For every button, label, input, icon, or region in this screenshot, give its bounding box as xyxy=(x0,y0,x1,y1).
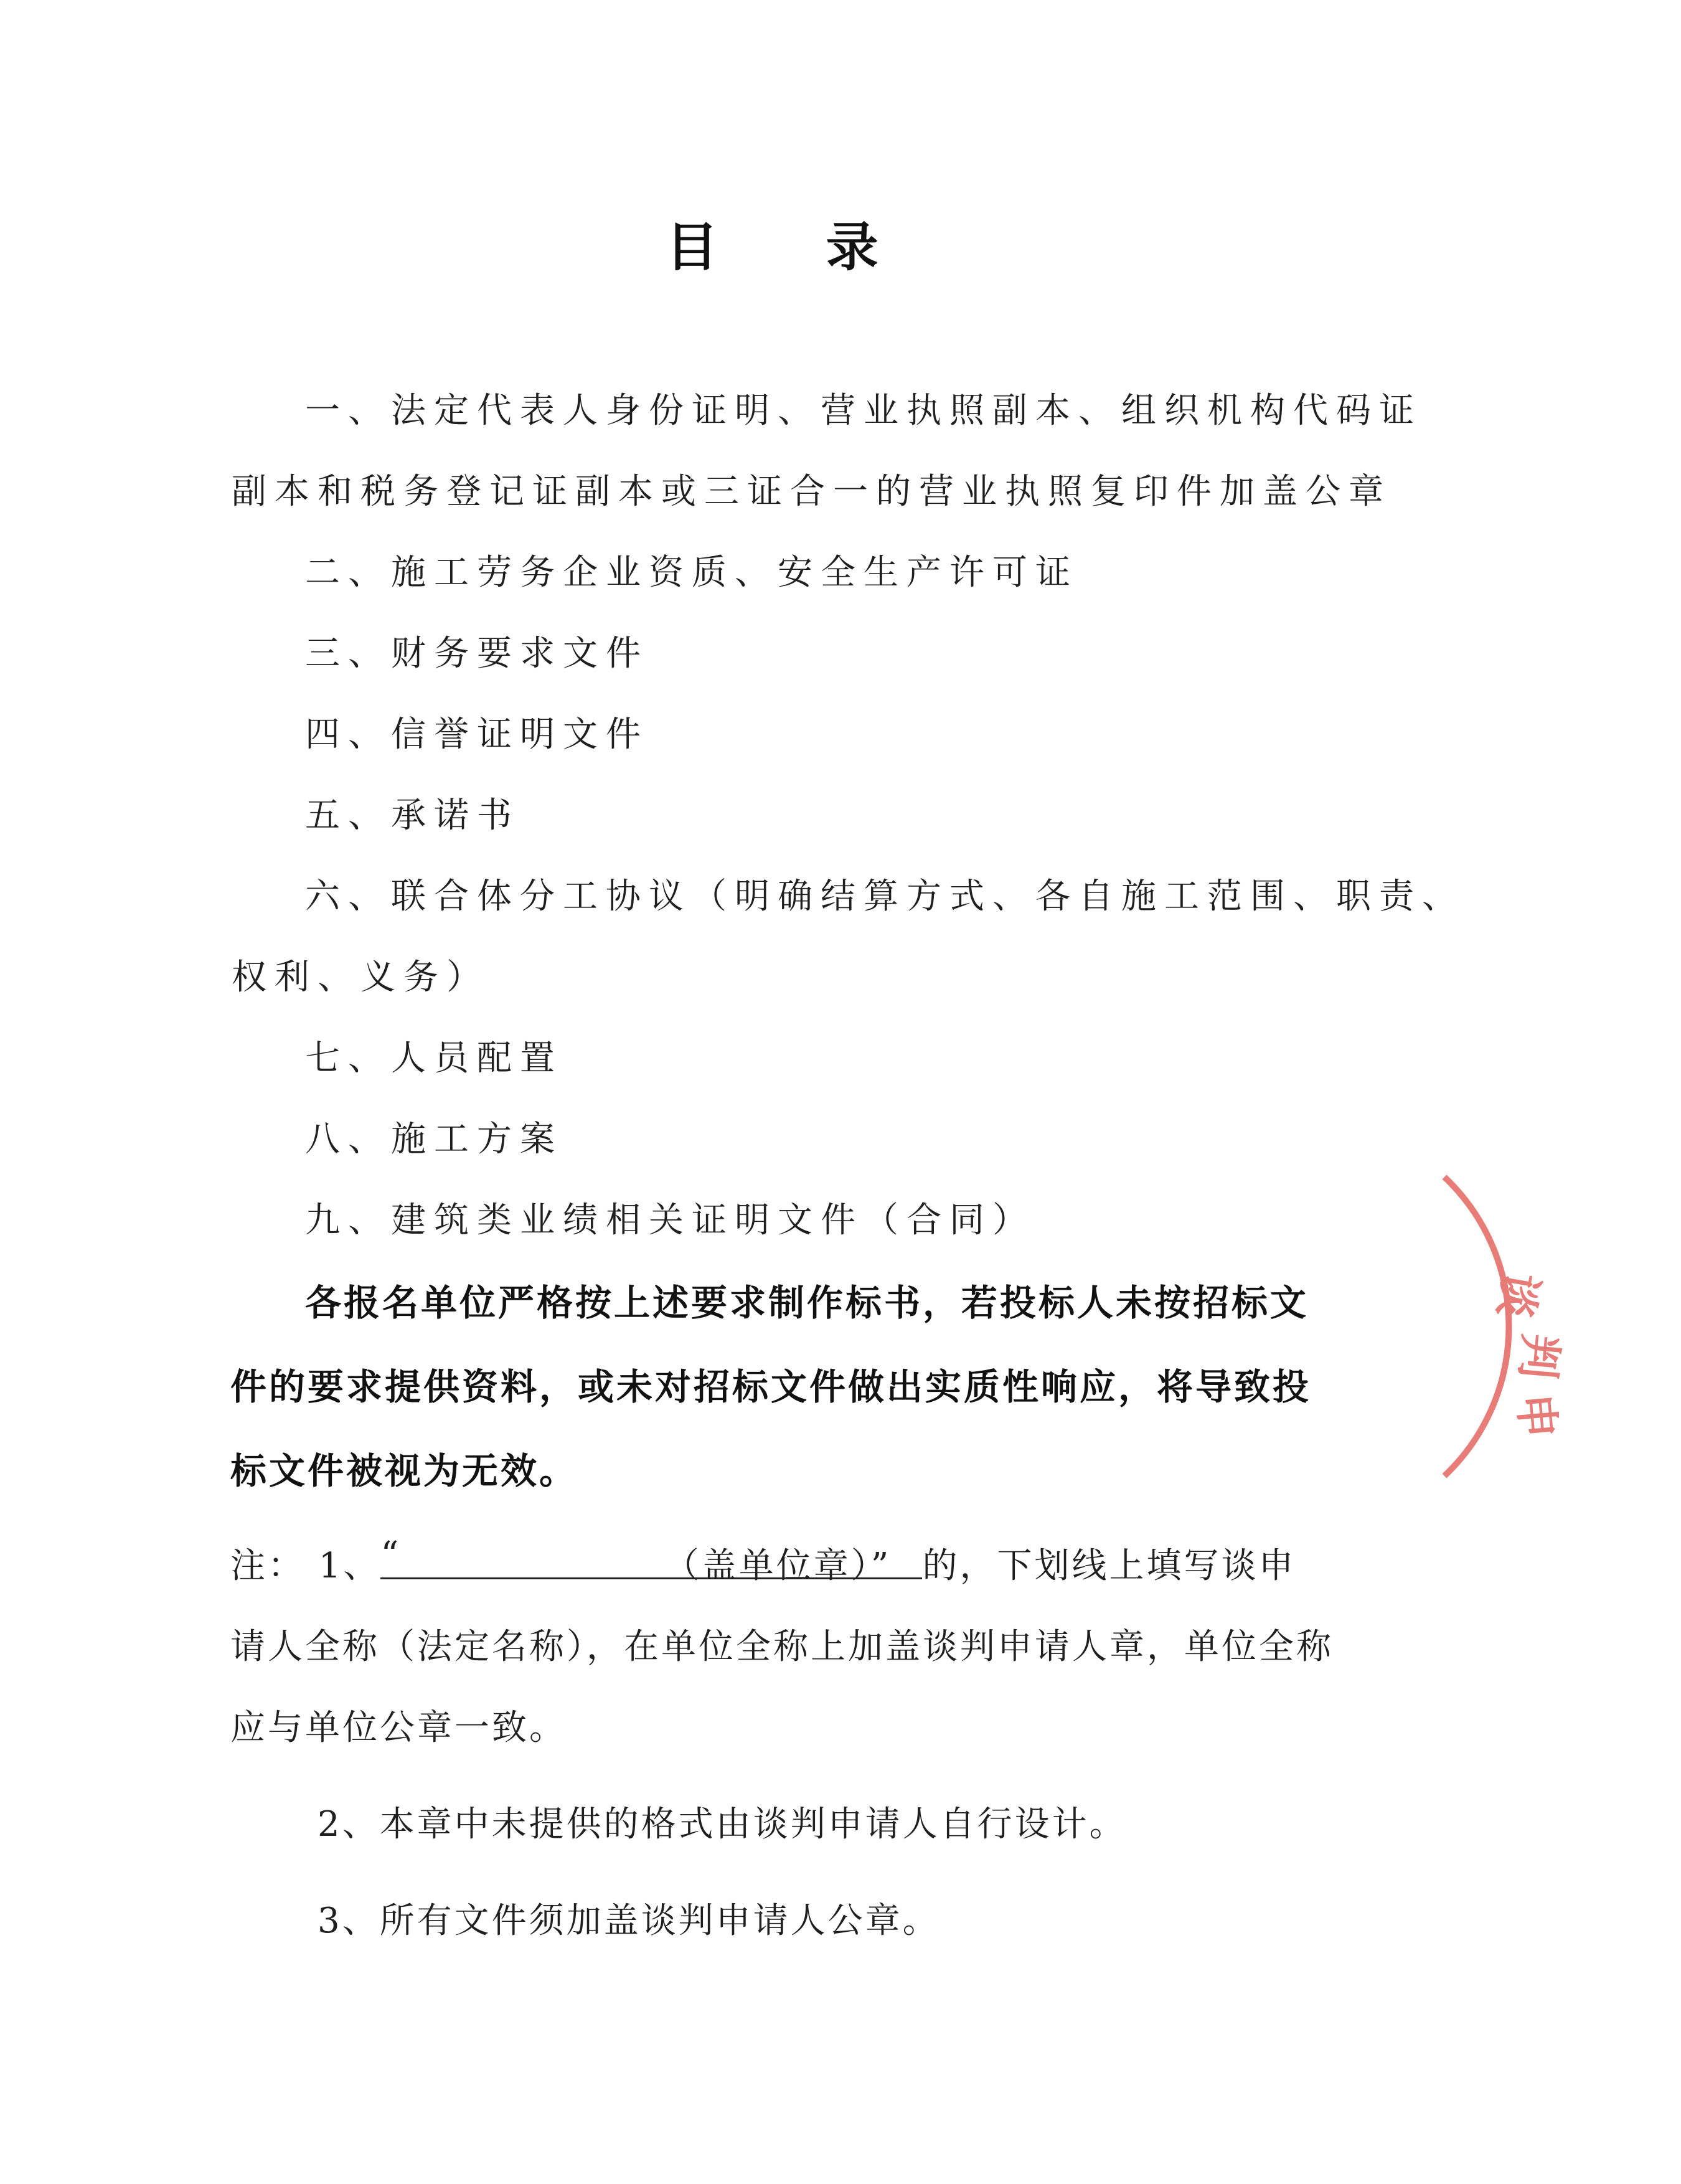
toc-item-1-line-2: 副本和税务登记证副本或三证合一的营业执照复印件加盖公章 xyxy=(232,471,1391,512)
svg-text:谈: 谈 xyxy=(1488,1269,1548,1322)
toc-item-5: 五、承诺书 xyxy=(305,795,520,836)
toc-item-7: 七、人员配置 xyxy=(305,1038,563,1079)
toc-item-6-line-2: 权利、义务） xyxy=(232,957,489,998)
red-seal-stamp xyxy=(1420,1152,1681,1501)
note-1-open-quote: “ xyxy=(380,1534,402,1575)
note-1-line-2: 请人全称（法定名称），在单位全称上加盖谈判申请人章，单位全称 xyxy=(230,1627,1334,1667)
seal-text xyxy=(1489,1269,1567,1440)
toc-item-9: 九、建筑类业绩相关证明文件（合同） xyxy=(305,1200,1035,1241)
note-2: 2、本章中未提供的格式由谈判申请人自行设计。 xyxy=(318,1804,1127,1845)
note-1-line-1 xyxy=(230,1534,1296,1588)
toc-item-1-line-1: 一、法定代表人身份证明、营业执照副本、组织机构代码证 xyxy=(305,390,1422,431)
toc-item-8: 八、施工方案 xyxy=(305,1119,563,1160)
notice-line-3: 标文件被视为无效。 xyxy=(230,1450,578,1492)
seal-ring-arc xyxy=(1444,1177,1509,1476)
seal-placeholder: （盖单位章）” xyxy=(664,1546,892,1586)
page-title: 目 录 xyxy=(666,217,923,278)
notice-line-1: 各报名单位严格按上述要求制作标书，若投标人未按招标文 xyxy=(305,1282,1309,1324)
toc-item-4: 四、信誉证明文件 xyxy=(305,714,649,755)
unit-name-fill-line xyxy=(380,1534,922,1586)
toc-item-6-line-1: 六、联合体分工协议（明确结算方式、各自施工范围、职责、 xyxy=(305,876,1465,917)
note-1-line-3: 应与单位公章一致。 xyxy=(230,1708,567,1748)
toc-item-2: 二、施工劳务企业资质、安全生产许可证 xyxy=(305,552,1078,593)
toc-item-3: 三、财务要求文件 xyxy=(305,633,649,674)
notice-line-2: 件的要求提供资料，或未对招标文件做出实质性响应，将导致投 xyxy=(230,1366,1312,1408)
note-3: 3、所有文件须加盖谈判申请人公章。 xyxy=(318,1901,940,1941)
svg-text:判: 判 xyxy=(1510,1331,1567,1381)
note-1-suffix: 的，下划线上填写谈申 xyxy=(922,1546,1296,1586)
note-1-prefix: 注： 1、 xyxy=(230,1546,381,1586)
svg-text:申: 申 xyxy=(1509,1391,1565,1441)
